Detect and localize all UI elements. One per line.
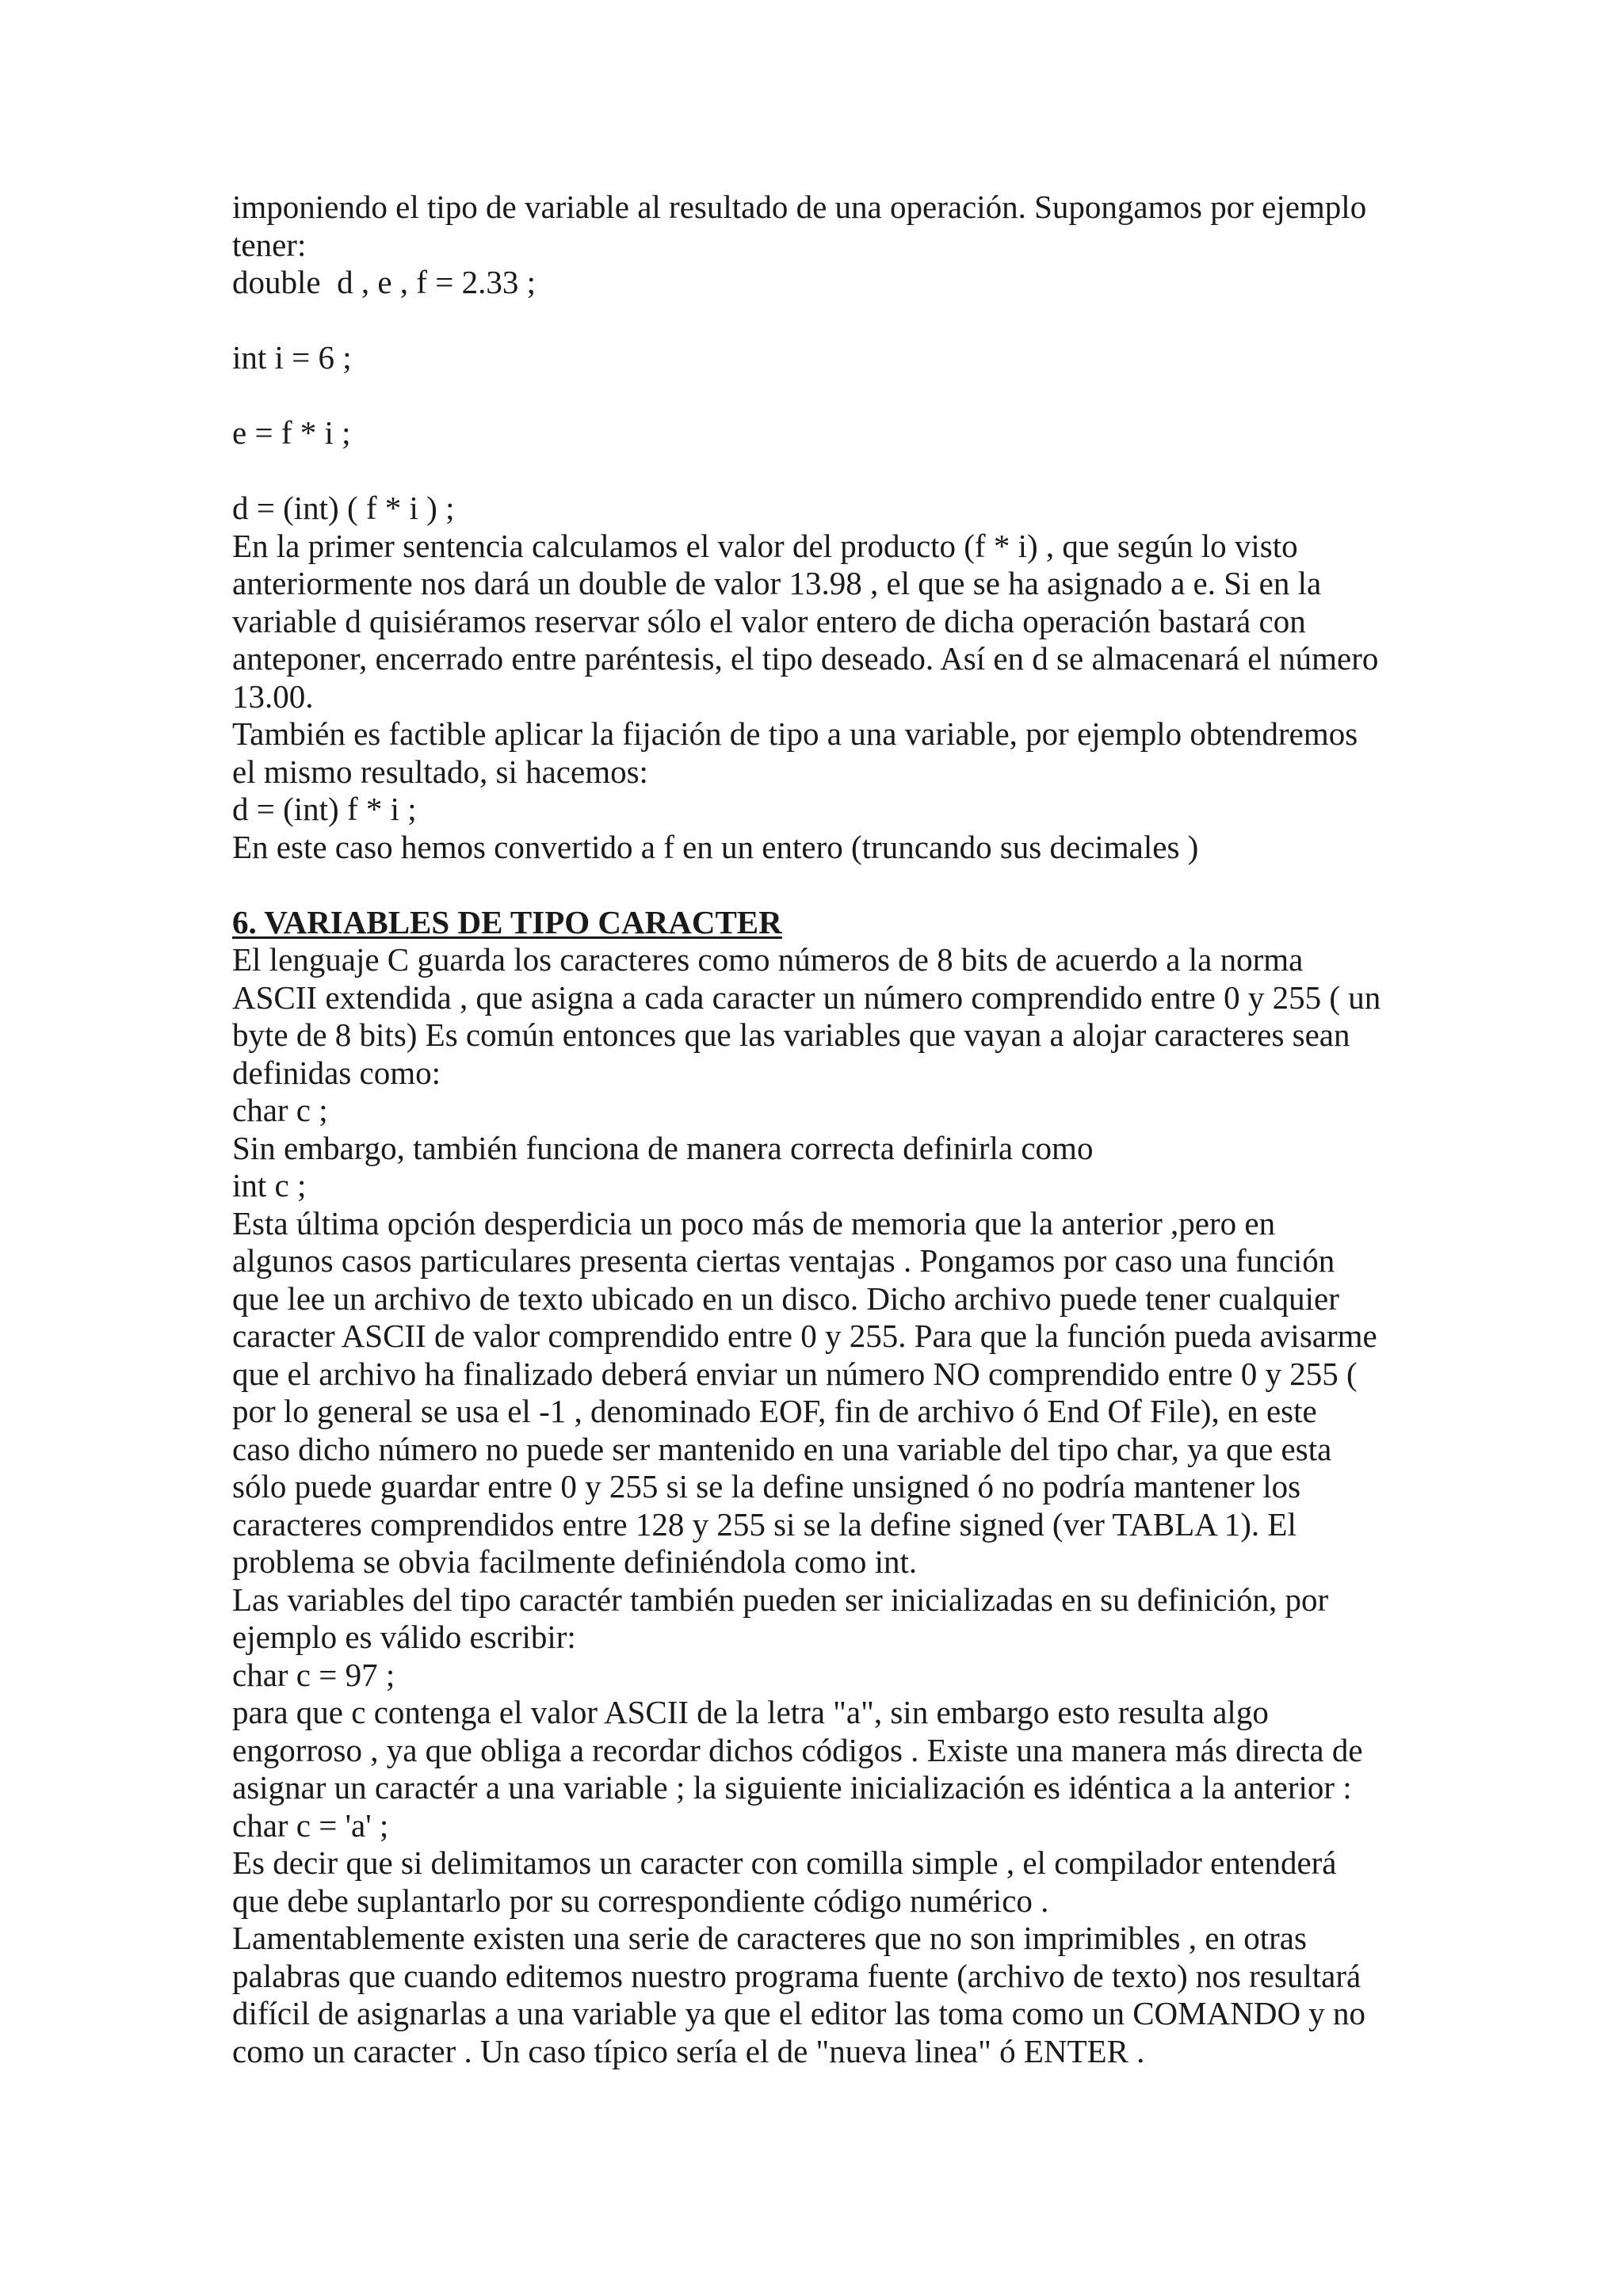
text-line: palabras que cuando editemos nuestro programa fuente (archivo de texto) nos resultará — [232, 1957, 1361, 1994]
text-line: Lamentablemente existen una serie de caracteres que no son imprimibles , en otras — [232, 1920, 1307, 1956]
text-line: También es factible aplicar la fijación de tipo a una variable, por ejemplo obtendremos — [232, 715, 1358, 752]
text-line: byte de 8 bits) Es común entonces que las variables que vayan a alojar caracteres sean — [232, 1016, 1350, 1053]
text-line: Las variables del tipo caractér también pueden ser inicializadas en su definición, por — [232, 1581, 1329, 1618]
text-line: algunos casos particulares presenta ciertas ventajas . Pongamos por caso una función — [232, 1242, 1335, 1279]
text-line: ejemplo es válido escribir: — [232, 1619, 576, 1655]
text-line: Es decir que si delimitamos un caracter con comilla simple , el compilador entenderá — [232, 1844, 1337, 1881]
text-line: que debe suplantarlo por su correspondiente código numérico . — [232, 1882, 1049, 1919]
text-line: caracter ASCII de valor comprendido entre 0 y 255. Para que la función pueda avisarme — [232, 1318, 1377, 1354]
text-line: imponiendo el tipo de variable al resultado de una operación. Supongamos por ejemplo — [232, 189, 1367, 225]
document-body — [232, 189, 1421, 2070]
code-line: d = (int) ( f * i ) ; — [232, 490, 455, 526]
code-line: d = (int) f * i ; — [232, 791, 417, 827]
blank-line — [232, 452, 1421, 490]
code-line: int i = 6 ; — [232, 339, 352, 376]
text-line: tener: — [232, 226, 307, 263]
text-line: En este caso hemos convertido a f en un entero (truncando sus decimales ) — [232, 828, 1199, 865]
code-line: int c ; — [232, 1167, 307, 1203]
blank-line — [232, 866, 1421, 904]
text-line: El lenguaje C guarda los caracteres como números de 8 bits de acuerdo a la norma — [232, 941, 1304, 978]
text-line: como un caracter . Un caso típico sería el de "nueva linea" ó ENTER . — [232, 2032, 1145, 2069]
section-heading: 6. VARIABLES DE TIPO CARACTER — [232, 903, 782, 940]
text-line: anteriormente nos dará un double de valor 13.98 , el que se ha asignado a e. Si en la — [232, 565, 1322, 601]
text-line: ASCII extendida , que asigna a cada caracter un número comprendido entre 0 y 255 ( un — [232, 978, 1381, 1016]
text-line: asignar un caractér a una variable ; la siguiente inicialización es idéntica a la anterior : — [232, 1769, 1352, 1806]
text-line: caso dicho número no puede ser mantenido en una variable del tipo char, ya que esta — [232, 1430, 1332, 1467]
blank-line — [232, 377, 1421, 415]
code-line: char c = 97 ; — [232, 1656, 395, 1693]
code-line: double d , e , f = 2.33 ; — [232, 264, 536, 300]
text-line: difícil de asignarlas a una variable ya que el editor las toma como un COMANDO y no — [232, 1995, 1366, 2031]
text-line: caracteres comprendidos entre 128 y 255 si se la define signed (ver TABLA 1). El — [232, 1505, 1296, 1543]
text-line: Esta última opción desperdicia un poco más de memoria que la anterior ,pero en — [232, 1204, 1276, 1241]
text-line: definidas como: — [232, 1054, 441, 1091]
blank-line — [232, 302, 1421, 340]
text-line: problema se obvia facilmente definiéndola como int. — [232, 1543, 918, 1580]
text-line: engorroso , ya que obliga a recordar dichos códigos . Existe una manera más directa de — [232, 1731, 1363, 1768]
text-line: 13.00. — [232, 677, 314, 715]
text-line: sólo puede guardar entre 0 y 255 si se la define unsigned ó no podría mantener los — [232, 1468, 1301, 1505]
text-line: anteponer, encerrado entre paréntesis, el tipo deseado. Así en d se almacenará el número — [232, 640, 1379, 677]
text-line: para que c contenga el valor ASCII de la letra "a", sin embargo esto resulta algo — [232, 1694, 1269, 1730]
text-line: En la primer sentencia calculamos el valor del producto (f * i) , que según lo visto — [232, 527, 1298, 564]
text-line: que el archivo ha finalizado deberá enviar un número NO comprendido entre 0 y 255 ( — [232, 1355, 1358, 1392]
text-line: Sin embargo, también funciona de manera correcta definirla como — [232, 1129, 1094, 1166]
text-line: que lee un archivo de texto ubicado en un disco. Dicho archivo puede tener cualquier — [232, 1280, 1339, 1317]
code-line: e = f * i ; — [232, 414, 351, 451]
code-line: char c ; — [232, 1092, 328, 1128]
code-line: char c = 'a' ; — [232, 1806, 389, 1844]
text-line: por lo general se usa el -1 , denominado EOF, fin de archivo ó End Of File), en este — [232, 1393, 1317, 1429]
text-line: variable d quisiéramos reservar sólo el valor entero de dicha operación bastará con — [232, 602, 1306, 639]
text-line: el mismo resultado, si hacemos: — [232, 753, 648, 790]
